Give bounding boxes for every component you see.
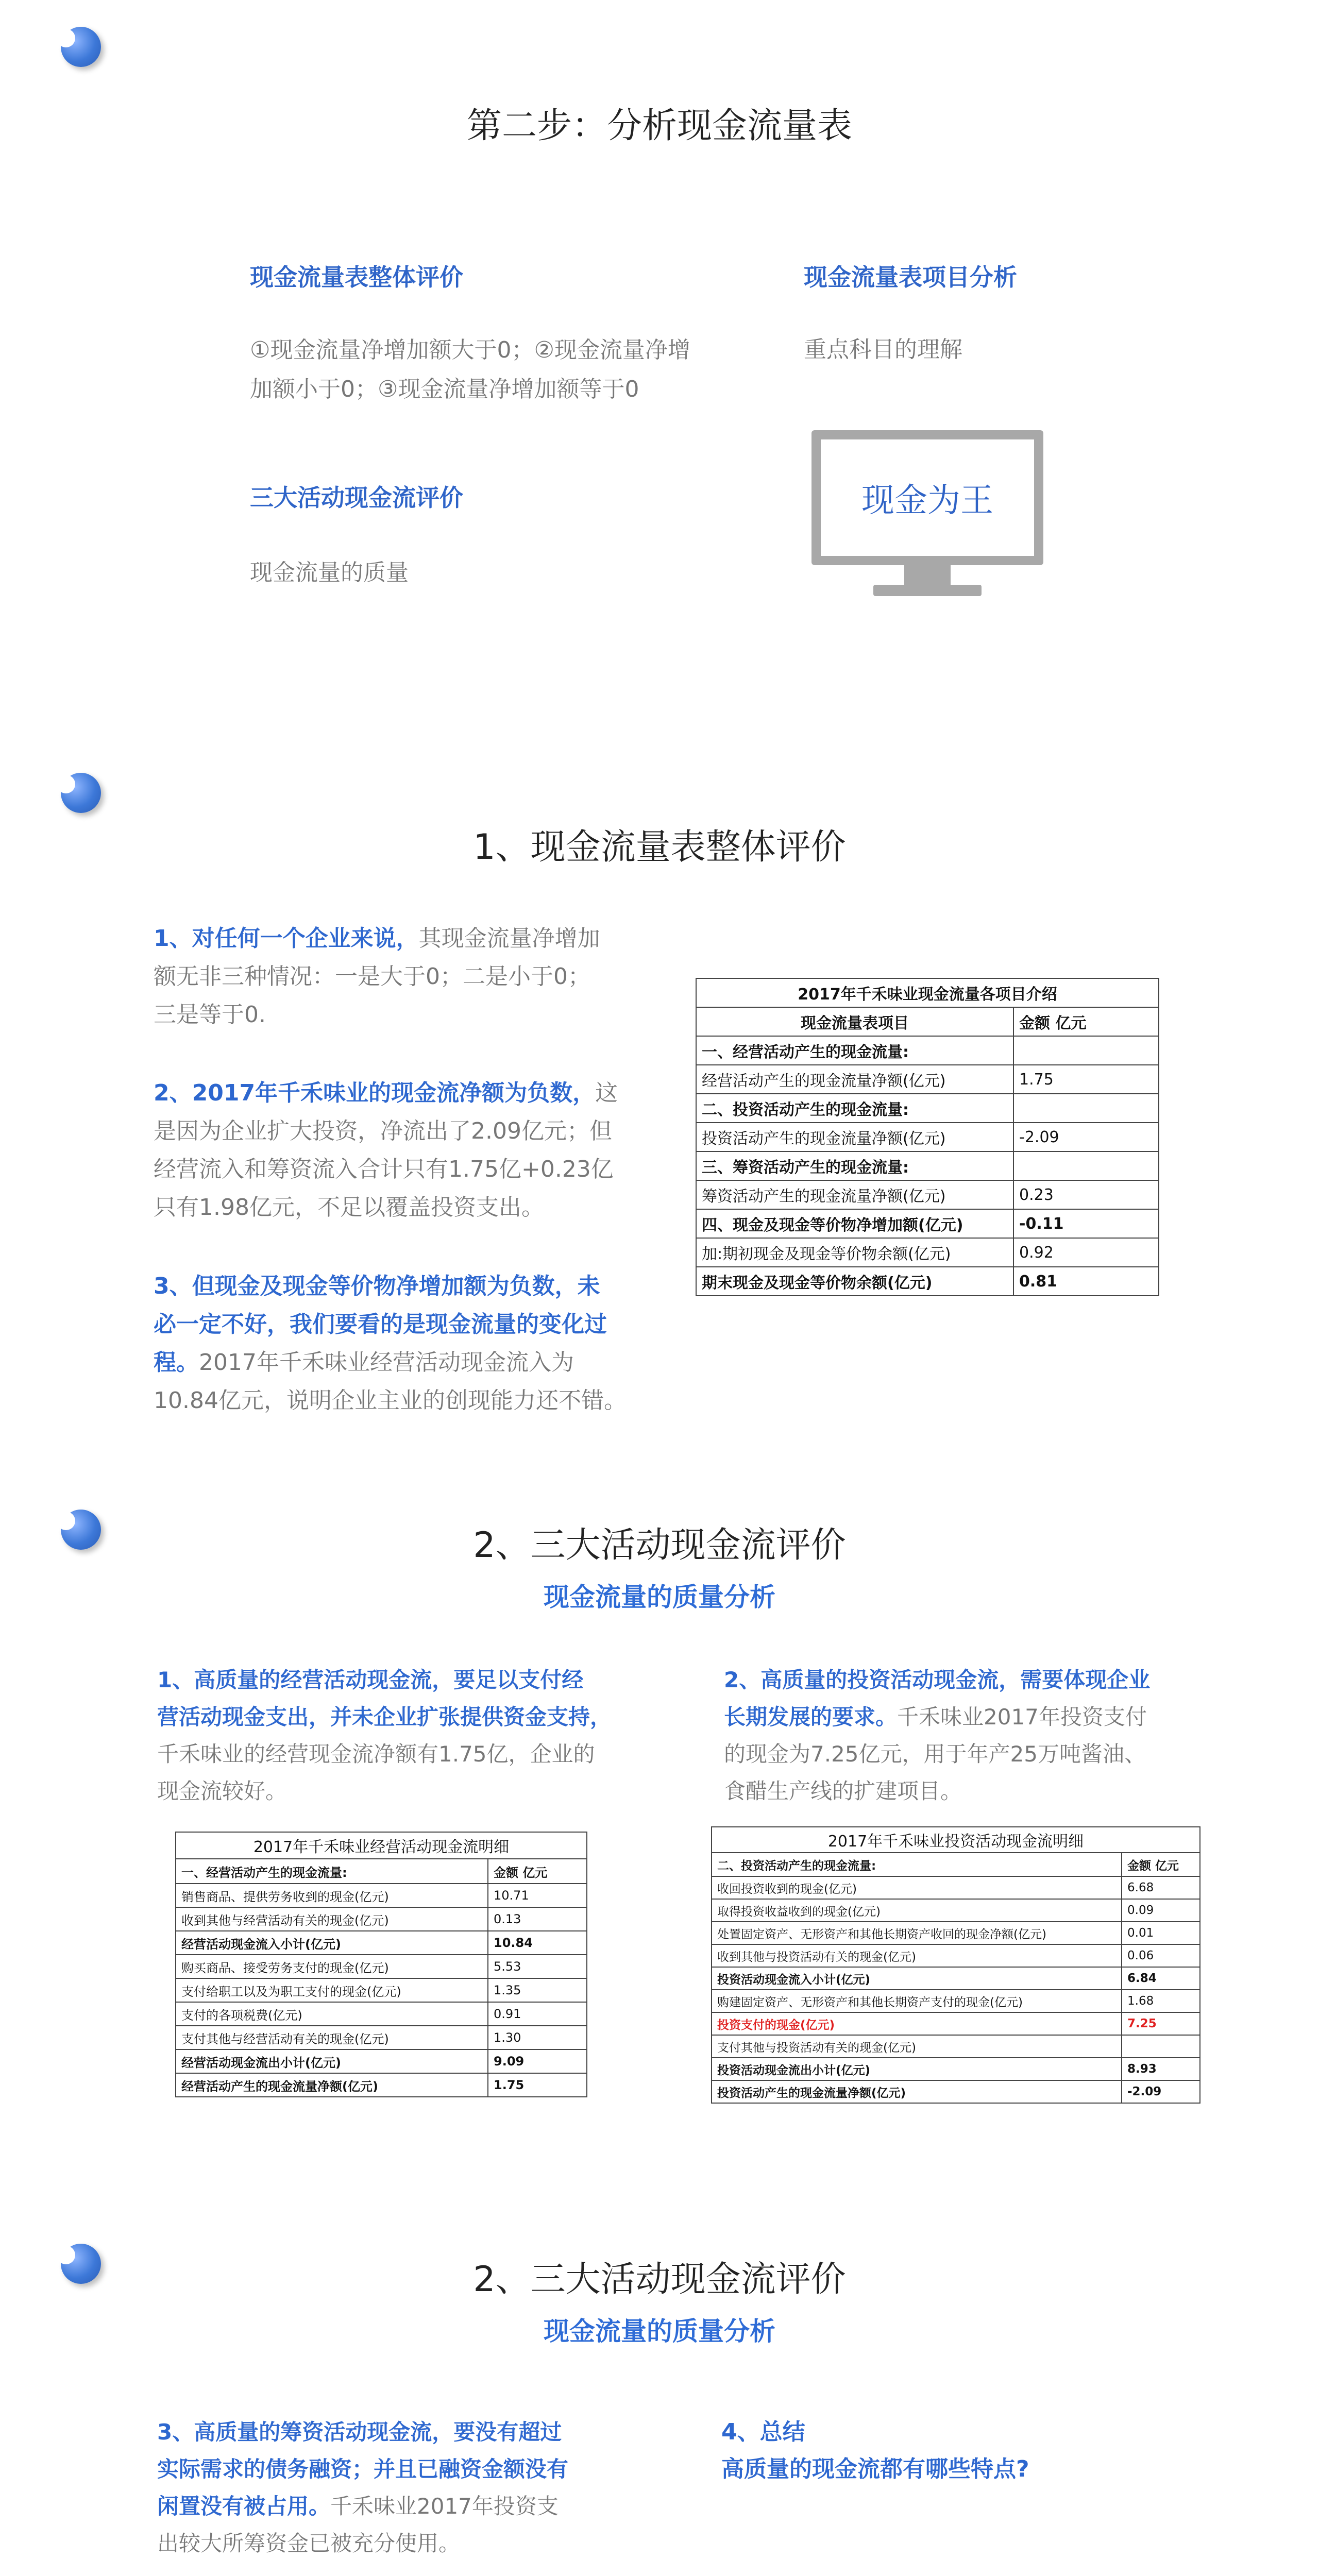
row-value: 1.75 <box>1013 1065 1159 1094</box>
table-row <box>712 1922 1200 1944</box>
row-value: 7.25 <box>1122 2012 1200 2035</box>
row-label: 收到其他与投资活动有关的现金(亿元) <box>712 1944 1122 1967</box>
row-label: 四、现金及现金等价物净增加额(亿元) <box>696 1209 1013 1238</box>
row-label: 二、投资活动产生的现金流量: <box>696 1094 1013 1123</box>
table-row <box>696 1151 1159 1180</box>
row-value: 0.01 <box>1122 1922 1200 1944</box>
table-header: 金额 亿元 <box>488 1859 587 1884</box>
overall-eval-title: 现金流量表整体评价 <box>250 263 463 291</box>
row-label: 投资活动现金流入小计(亿元) <box>712 1967 1122 1990</box>
row-value: 0.13 <box>488 1907 587 1931</box>
row-label: 处置固定资产、无形资产和其他长期资产收回的现金净额(亿元) <box>712 1922 1122 1944</box>
monitor-icon <box>811 430 1043 600</box>
row-label: 收到其他与经营活动有关的现金(亿元) <box>176 1907 488 1931</box>
table-row <box>696 1036 1159 1065</box>
table-row <box>712 1967 1200 1990</box>
section1-paragraph-1: 1、对任何一个企业来说，其现金流量净增加 额无非三种情况：一是大于0；二是小于0； 三是等于0. <box>154 925 600 1028</box>
table-row <box>176 1884 587 1907</box>
row-label: 投资活动现金流出小计(亿元) <box>712 2058 1122 2080</box>
row-value: -2.09 <box>1013 1123 1159 1151</box>
section2-subheading: 现金流量的质量分析 <box>544 1582 775 1612</box>
summary-title: 4、总结 高质量的现金流都有哪些特点? <box>721 2419 1029 2482</box>
table-row <box>176 1955 587 1978</box>
table-row <box>712 1944 1200 1967</box>
cashflow-summary-table <box>696 978 1159 1296</box>
row-label: 支付给职工以及为职工支付的现金(亿元) <box>176 1978 488 2002</box>
row-label: 支付其他与经营活动有关的现金(亿元) <box>176 2026 488 2049</box>
row-label: 一、经营活动产生的现金流量: <box>696 1036 1013 1065</box>
row-value: 0.91 <box>488 2002 587 2026</box>
operating-cashflow-table <box>175 1832 587 2097</box>
row-label: 购买商品、接受劳务支付的现金(亿元) <box>176 1955 488 1978</box>
overall-eval-text: ①现金流量净增加额大于0；②现金流量净增 加额小于0；③现金流量净增加额等于0 <box>250 337 690 402</box>
row-value: 6.84 <box>1122 1967 1200 1990</box>
row-value: 5.53 <box>488 1955 587 1978</box>
row-label: 投资活动产生的现金流量净额(亿元) <box>712 2080 1122 2103</box>
table-row <box>696 1238 1159 1267</box>
table-title: 2017年千禾味业现金流量各项目介绍 <box>696 978 1159 1007</box>
table-row <box>696 1094 1159 1123</box>
table-title: 2017年千禾味业经营活动现金流明细 <box>176 1832 587 1859</box>
row-value: 0.06 <box>1122 1944 1200 1967</box>
monitor-text: 现金为王 <box>861 482 993 520</box>
row-label: 购建固定资产、无形资产和其他长期资产支付的现金(亿元) <box>712 1990 1122 2012</box>
row-value: -2.09 <box>1122 2080 1200 2103</box>
item-analysis-text: 重点科目的理解 <box>804 336 962 363</box>
table-row <box>712 2012 1200 2035</box>
row-value: 0.09 <box>1122 1899 1200 1922</box>
row-value: 1.68 <box>1122 1990 1200 2012</box>
section3-heading: 2、三大活动现金流评价 <box>473 2259 846 2300</box>
row-label: 收回投资收到的现金(亿元) <box>712 1876 1122 1899</box>
row-label: 经营活动现金流出小计(亿元) <box>176 2049 488 2073</box>
row-label: 期末现金及现金等价物余额(亿元) <box>696 1267 1013 1296</box>
table-row <box>176 2026 587 2049</box>
table-row <box>712 1899 1200 1922</box>
section1-paragraph-3: 3、但现金及现金等价物净增加额为负数，未 必一定不好，我们要看的是现金流量的变化过 程。2017年千禾味业经营活动现金流入为 10.84亿元，说明企业主业的创现能力还不错。 <box>154 1273 627 1414</box>
table-row <box>176 1931 587 1955</box>
row-value: 0.92 <box>1013 1238 1159 1267</box>
row-label: 加:期初现金及现金等价物余额(亿元) <box>696 1238 1013 1267</box>
row-value: 1.35 <box>488 1978 587 2002</box>
section2-heading: 2、三大活动现金流评价 <box>473 1525 846 1566</box>
investing-cashflow-table <box>711 1826 1200 2104</box>
table-header: 金额 亿元 <box>1013 1007 1159 1036</box>
item-analysis-title: 现金流量表项目分析 <box>804 263 1017 291</box>
bullet-dot-icon <box>61 773 101 813</box>
row-value: 6.68 <box>1122 1876 1200 1899</box>
table-row <box>696 1065 1159 1094</box>
section1-paragraph-2: 2、2017年千禾味业的现金流净额为负数，这 是因为企业扩大投资，净流出了2.09亿元；但 经营流入和筹资流入合计只有1.75亿+0.23亿 只有1.98亿元，不足以覆盖投资支出。 <box>154 1080 618 1221</box>
page-title: 第二步：分析现金流量表 <box>466 106 852 146</box>
table-row <box>712 2058 1200 2080</box>
row-value: 0.23 <box>1013 1180 1159 1209</box>
row-label: 投资支付的现金(亿元) <box>712 2012 1122 2035</box>
table-row <box>176 1907 587 1931</box>
row-value <box>1013 1151 1159 1180</box>
three-activity-text: 现金流量的质量 <box>250 560 409 586</box>
table-row <box>176 1978 587 2002</box>
row-label: 经营活动产生的现金流量净额(亿元) <box>696 1065 1013 1094</box>
table-row <box>712 2035 1200 2058</box>
row-label: 经营活动现金流入小计(亿元) <box>176 1931 488 1955</box>
row-value <box>1013 1094 1159 1123</box>
row-label: 支付的各项税费(亿元) <box>176 2002 488 2026</box>
row-value: 10.84 <box>488 1931 587 1955</box>
table-row <box>696 1123 1159 1151</box>
table-title: 2017年千禾味业投资活动现金流明细 <box>712 1827 1200 1853</box>
table-row <box>696 1180 1159 1209</box>
row-value: 10.71 <box>488 1884 587 1907</box>
row-value <box>1013 1036 1159 1065</box>
table-row <box>712 2080 1200 2103</box>
table-header: 现金流量表项目 <box>696 1007 1013 1036</box>
table-header: 金额 亿元 <box>1122 1853 1200 1876</box>
row-value: 1.75 <box>488 2073 587 2097</box>
row-label: 投资活动产生的现金流量净额(亿元) <box>696 1123 1013 1151</box>
table-row <box>712 1990 1200 2012</box>
row-label: 取得投资收益收到的现金(亿元) <box>712 1899 1122 1922</box>
table-row <box>176 2049 587 2073</box>
row-value: 0.81 <box>1013 1267 1159 1296</box>
table-row <box>176 2073 587 2097</box>
table-header: 一、经营活动产生的现金流量: <box>176 1859 488 1884</box>
table-row <box>696 1267 1159 1296</box>
table-header: 二、投资活动产生的现金流量: <box>712 1853 1122 1876</box>
row-label: 销售商品、提供劳务收到的现金(亿元) <box>176 1884 488 1907</box>
row-label: 三、筹资活动产生的现金流量: <box>696 1151 1013 1180</box>
section2-left-text: 1、高质量的经营活动现金流，要足以支付经 营活动现金支出，并未企业扩张提供资金支持， 千禾味业的经营现金流净额有1.75亿，企业的 现金流较好。 <box>157 1667 612 1804</box>
section1-heading: 1、现金流量表整体评价 <box>473 827 846 868</box>
table-row <box>696 1209 1159 1238</box>
table-row <box>176 2002 587 2026</box>
row-value: 1.30 <box>488 2026 587 2049</box>
row-value: 8.93 <box>1122 2058 1200 2080</box>
table-row <box>712 1876 1200 1899</box>
row-value <box>1122 2035 1200 2058</box>
section2-right-text: 2、高质量的投资活动现金流，需要体现企业 长期发展的要求。千禾味业2017年投资支付 的现金为7.25亿元，用于年产25万吨酱油、 食醋生产线的扩建项目。 <box>724 1667 1151 1804</box>
row-label: 支付其他与投资活动有关的现金(亿元) <box>712 2035 1122 2058</box>
row-value: -0.11 <box>1013 1209 1159 1238</box>
row-label: 筹资活动产生的现金流量净额(亿元) <box>696 1180 1013 1209</box>
three-activity-title: 三大活动现金流评价 <box>250 484 463 512</box>
section3-left-text: 3、高质量的筹资活动现金流，要没有超过 实际需求的债务融资；并且已融资金额没有 闲置没有被占用。千禾味业2017年投资支 出较大所筹资金已被充分使用。 <box>157 2419 569 2556</box>
row-label: 经营活动产生的现金流量净额(亿元) <box>176 2073 488 2097</box>
bullet-dot-icon <box>61 27 101 67</box>
row-value: 9.09 <box>488 2049 587 2073</box>
section3-subheading: 现金流量的质量分析 <box>544 2316 775 2346</box>
